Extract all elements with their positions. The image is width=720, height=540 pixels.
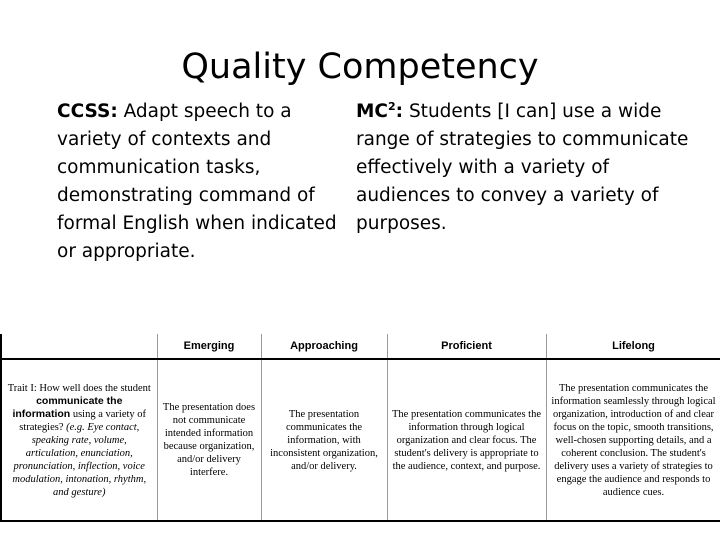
rubric-header-lifelong: Lifelong — [546, 334, 720, 359]
ccss-text: Adapt speech to a variety of contexts and communication tasks, demonstrating command of formal English when indicated or appropriate. — [57, 101, 337, 262]
mc2-label — [356, 101, 403, 122]
trait-middle: using a variety of strategies? — [19, 408, 147, 433]
ccss-label: CCSS: — [57, 101, 118, 122]
rubric-header-blank — [1, 334, 157, 359]
mc2-text: Students [I can] use a wide range of strategies to communicate effectively with a variety of audiences to convey a variety of purposes. — [356, 101, 689, 234]
rubric-trait-row — [1, 359, 720, 521]
rubric-header-proficient: Proficient — [387, 334, 546, 359]
cell-lifelong: The presentation communicates the information seamlessly through logical organization, introduction of and clear focus on the topic, smooth transitions, well-chosen supporting details, and a coherent conclusion. The student's delivery uses a variety of strategies to engage the audience and responds to audience cues. — [546, 359, 720, 521]
mc2-label-colon: : — [395, 101, 404, 122]
rubric-header-approaching: Approaching — [261, 334, 387, 359]
mc2-label-sup: 2 — [388, 100, 396, 113]
rubric-header-emerging: Emerging — [157, 334, 261, 359]
trait-examples: (e.g. Eye contact, speaking rate, volume, articulation, enunciation, pronunciation, inflection, voice modulation, intonation, rhythm, and gesture) — [12, 421, 147, 498]
trait-bold: communicate the information — [12, 394, 123, 420]
rubric-header-row — [1, 334, 720, 359]
trait-prefix: Trait I: How well does the student — [7, 382, 151, 394]
trait-description — [1, 359, 157, 521]
cell-emerging: The presentation does not communicate intended information because organization, and/or delivery interfere. — [157, 359, 261, 521]
cell-approaching: The presentation communicates the information, with inconsistent organization, and/or delivery. — [261, 359, 387, 521]
mc2-standard — [356, 98, 696, 238]
rubric-table — [0, 334, 720, 522]
mc2-label-main: MC — [356, 101, 388, 122]
ccss-standard — [57, 98, 342, 266]
cell-proficient: The presentation communicates the information through logical organization and clear focus. The student's delivery is appropriate to the audience, context, and purpose. — [387, 359, 546, 521]
slide-title: Quality Competency — [181, 47, 539, 87]
